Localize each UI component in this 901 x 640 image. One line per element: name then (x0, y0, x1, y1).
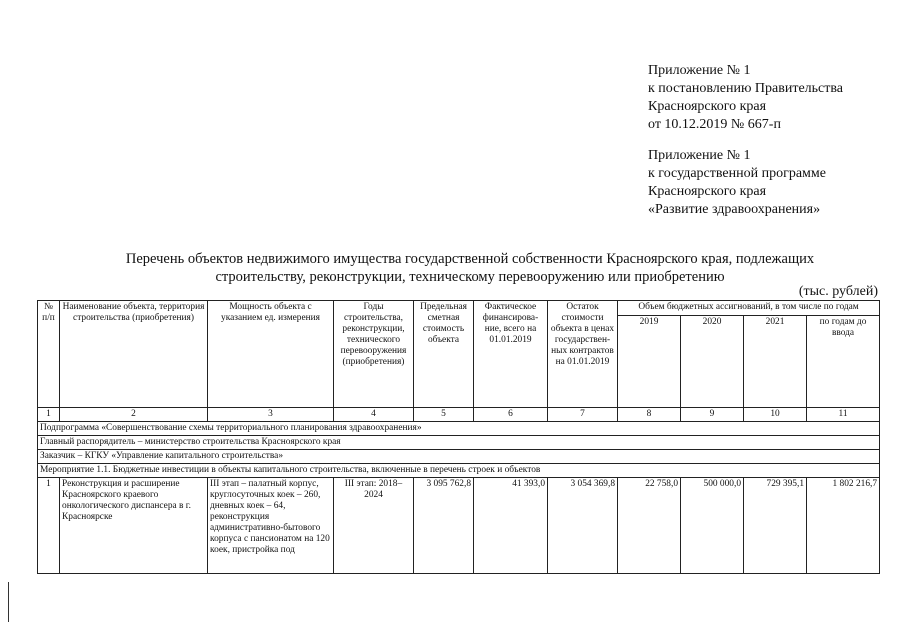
appendix-2-line4: «Развитие здравоохранения» (648, 202, 821, 217)
scan-margin-line (8, 582, 9, 622)
customer-label: Заказчик – КГКУ «Управление капитального строительства» (38, 450, 880, 464)
row-name: Реконструкция и расширение Красноярского краевого онкологического диспансера в г. Красноярске (60, 478, 208, 574)
chief-manager-row (38, 436, 880, 450)
row-max-cost: 3 095 762,8 (414, 478, 474, 574)
column-number: 2 (60, 408, 208, 422)
appendix-1-line1: Приложение № 1 (648, 63, 751, 78)
document-title-line1: Перечень объектов недвижимого имущества государственной собственности Красноярского края, подлежащих (125, 251, 815, 267)
column-numbers-row (38, 408, 880, 422)
row-2021: 729 395,1 (744, 478, 807, 574)
objects-table (37, 300, 880, 574)
column-number: 1 (38, 408, 60, 422)
customer-row (38, 450, 880, 464)
subprogram-label: Подпрограмма «Совершенствование схемы территориального планирования здравоохранения» (38, 422, 880, 436)
table-row (38, 478, 880, 574)
column-number: 11 (807, 408, 880, 422)
row-capacity: III этап – палатный корпус, круглосуточных коек – 260, дневных коек – 64, реконструкция административно-бытового корпуса с пансионатом на 120 коек, пристройка под (208, 478, 334, 574)
row-years: III этап: 2018–2024 (334, 478, 414, 574)
column-number: 8 (618, 408, 681, 422)
appendix-2-line2: к государственной программе (648, 166, 826, 181)
header-2020: 2020 (681, 316, 744, 408)
header-years: Годы строительства, реконструкции, технического перевооружения (приобретения) (334, 301, 414, 408)
column-number: 10 (744, 408, 807, 422)
header-num: № п/п (38, 301, 60, 408)
header-actual-funding: Фактическое финансирова-ние, всего на 01.01.2019 (474, 301, 548, 408)
header-by-years: по годам до ввода (807, 316, 880, 408)
units-label: (тыс. рублей) (798, 284, 878, 299)
appendix-1-line2: к постановлению Правительства (648, 81, 844, 96)
row-num: 1 (38, 478, 60, 574)
header-2021: 2021 (744, 316, 807, 408)
document-title (60, 250, 880, 286)
row-remaining: 3 054 369,8 (548, 478, 618, 574)
header-budget-group: Объем бюджетных ассигнований, в том числе по годам (618, 301, 880, 316)
appendix-2-block (648, 147, 826, 219)
column-number: 9 (681, 408, 744, 422)
header-remaining: Остаток стоимости объекта в ценах государствен-ных контрактов на 01.01.2019 (548, 301, 618, 408)
column-number: 5 (414, 408, 474, 422)
chief-manager-label: Главный распорядитель – министерство строительства Красноярского края (38, 436, 880, 450)
appendix-1-line4: от 10.12.2019 № 667-п (648, 117, 781, 132)
subprogram-row (38, 422, 880, 436)
table-header-row (38, 301, 880, 316)
column-number: 4 (334, 408, 414, 422)
header-name: Наименование объекта, территория строительства (приобретения) (60, 301, 208, 408)
appendix-2-line1: Приложение № 1 (648, 148, 751, 163)
row-by-years: 1 802 216,7 (807, 478, 880, 574)
row-actual-funding: 41 393,0 (474, 478, 548, 574)
appendix-1-block (648, 62, 843, 134)
column-number: 3 (208, 408, 334, 422)
row-2019: 22 758,0 (618, 478, 681, 574)
header-capacity: Мощность объекта с указанием ед. измерения (208, 301, 334, 408)
row-2020: 500 000,0 (681, 478, 744, 574)
appendix-1-line3: Красноярского края (648, 99, 767, 114)
column-number: 6 (474, 408, 548, 422)
document-title-line2: строительству, реконструкции, техническому перевооружению или приобретению (215, 269, 725, 285)
appendix-2-line3: Красноярского края (648, 184, 767, 199)
column-number: 7 (548, 408, 618, 422)
header-max-cost: Предельная сметная стоимость объекта (414, 301, 474, 408)
measure-label: Мероприятие 1.1. Бюджетные инвестиции в объекты капитального строительства, включенные в перечень строек и объектов (38, 464, 880, 478)
measure-row (38, 464, 880, 478)
header-2019: 2019 (618, 316, 681, 408)
